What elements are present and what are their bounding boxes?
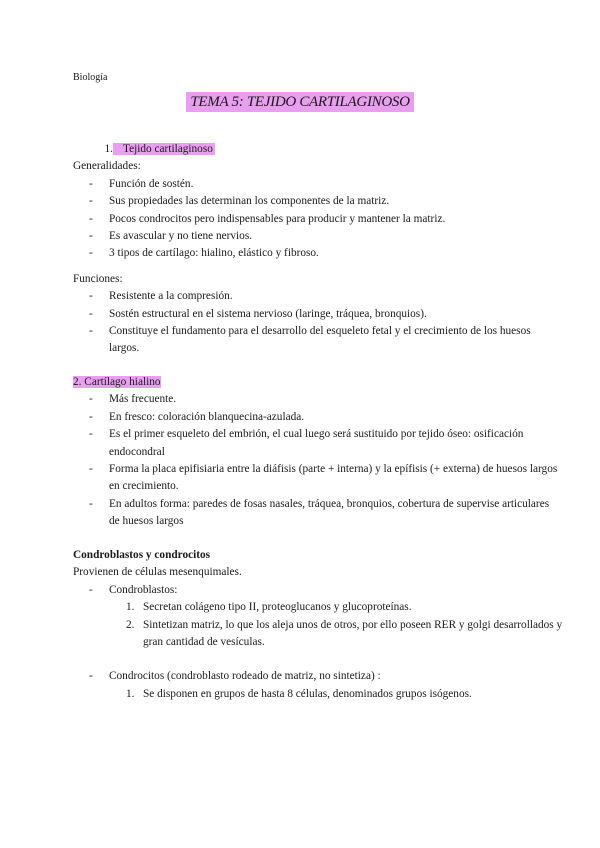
list-item <box>73 617 563 652</box>
item-text: Sintetizan matriz, lo que los aleja unos de otros, por ello poseen RER y golgi desarrollados y gran cantidad de vesículas. <box>143 618 563 649</box>
condroblastos-list <box>73 582 563 599</box>
section1-heading-row <box>73 141 559 158</box>
condrocitos-label: - Condrocitos (condroblasto rodeado de matriz, no sintetiza) : <box>73 668 559 685</box>
section3-intro: Provienen de células mesenquimales. <box>73 566 242 579</box>
section-cartilago-hialino <box>73 374 559 531</box>
section1-heading: Tejido cartilaginoso <box>113 143 215 155</box>
page-title: TEMA 5: TEJIDO CARTILAGINOSO <box>186 92 413 112</box>
funciones-label: Funciones: <box>73 272 123 285</box>
hialino-list <box>73 391 559 530</box>
generalidades-label: Generalidades: <box>73 160 141 173</box>
list-item: - En fresco: coloración blanquecina-azulada. <box>73 409 559 426</box>
list-item: - Es avascular y no tiene nervios. <box>73 228 559 245</box>
list-item: - Pocos condrocitos pero indispensables para producir y mantener la matriz. <box>73 211 559 228</box>
section1-number: 1. <box>104 143 113 155</box>
item-text: Se disponen en grupos de hasta 8 células, denominados grupos isógenos. <box>143 687 472 700</box>
list-item: - Es el primer esqueleto del embrión, el cual luego será sustituido por tejido óseo: osificación endocondral <box>73 426 559 461</box>
list-item: - Sus propiedades las determinan los componentes de la matriz. <box>73 193 559 210</box>
list-item: - 3 tipos de cartílago: hialino, elástico y fibroso. <box>73 245 559 262</box>
list-item: - Sostén estructural en el sistema nervioso (laringe, tráquea, bronquios). <box>73 306 559 323</box>
item-number: 1. <box>126 601 135 614</box>
list-item: - Constituye el fundamento para el desarrollo del esqueleto fetal y el crecimiento de los huesos largos. <box>73 323 559 358</box>
item-number: 1. <box>126 687 135 700</box>
section2-heading: 2. Cartílago hialino <box>73 376 161 388</box>
subject-label: Biología <box>73 72 108 83</box>
list-item: - Función de sostén. <box>73 176 559 193</box>
condroblastos-label: - Condroblastos: <box>73 582 559 599</box>
list-item: - Más frecuente. <box>73 391 559 408</box>
generalidades-list <box>73 176 559 263</box>
list-item: - Forma la placa epifisiaria entre la diáfisis (parte + interna) y la epífisis (+ externa) de huesos largos en crecimiento. <box>73 461 559 496</box>
item-text: Secretan colágeno tipo II, proteoglucanos y glucoproteínas. <box>143 601 412 614</box>
section-tejido-cartilaginoso <box>73 141 559 358</box>
section-condroblastos-condrocitos <box>73 547 563 703</box>
section3-heading: Condroblastos y condrocitos <box>73 549 211 561</box>
list-item <box>73 686 563 703</box>
list-item: - En adultos forma: paredes de fosas nasales, tráquea, bronquios, cobertura de supervise articulares de huesos largos <box>73 496 559 531</box>
condrocitos-list <box>73 668 563 685</box>
funciones-list <box>73 288 559 358</box>
condroblastos-sublist <box>73 599 563 651</box>
list-item: - Resistente a la compresión. <box>73 288 559 305</box>
item-number: 2. <box>126 618 135 631</box>
list-item <box>73 599 563 616</box>
condrocitos-sublist <box>73 686 563 703</box>
title-container <box>0 92 600 112</box>
